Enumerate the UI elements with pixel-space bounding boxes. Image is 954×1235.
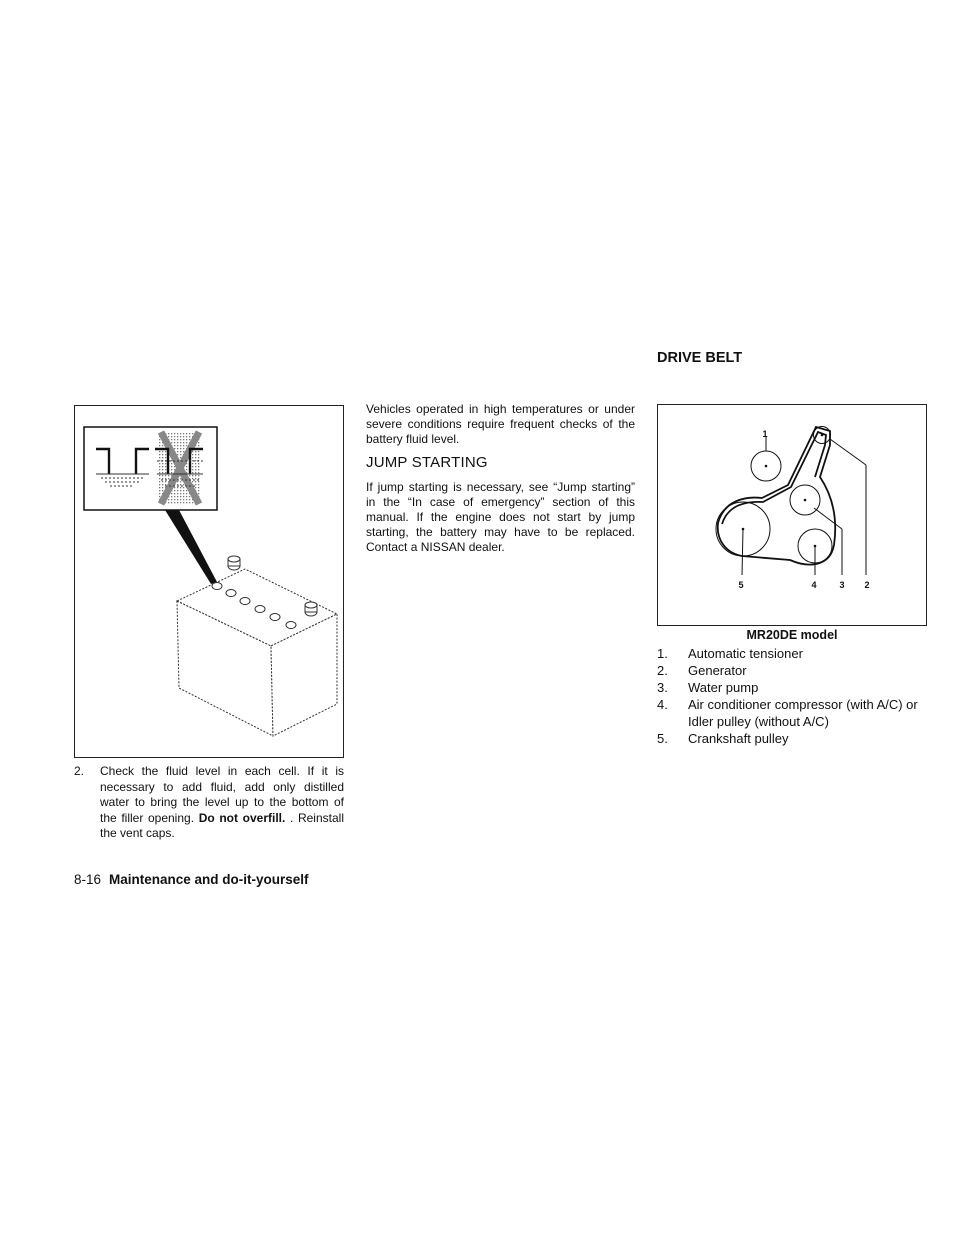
callout-2: 2 [864, 580, 870, 590]
list-item: 1. Automatic tensioner [657, 646, 803, 661]
callout-1: 1 [762, 429, 768, 439]
list-item: 5. Crankshaft pulley [657, 731, 789, 746]
jump-starting-paragraph: If jump starting is necessary, see “Jump starting” in the “In case of emergency” section of this manual. If the engine does not start by jump starting, the battery may have to be replaced. Contact a NISSAN dealer. [366, 480, 635, 554]
battery-fluid-level-illustration [75, 406, 343, 757]
drive-belt-parts-list [657, 645, 927, 747]
battery-figure [74, 405, 344, 758]
pointer-icon [165, 510, 217, 584]
step-2 [74, 764, 344, 842]
drive-belt-heading: DRIVE BELT [657, 350, 743, 366]
page-footer [74, 872, 309, 887]
intro-paragraph: Vehicles operated in high temperatures or under severe conditions require frequent checks of the battery fluid level. [366, 402, 635, 446]
do-not-overfill-warning: Do not overfill. [198, 810, 286, 825]
step-number: 2. [74, 764, 85, 778]
callout-4: 4 [811, 580, 817, 590]
list-item: 4. Air conditioner compressor (with A/C) or Idler pulley (without A/C) [657, 697, 918, 729]
overfilled-level-icon [155, 432, 203, 504]
list-item: 2. Generator [657, 663, 747, 678]
page-number: 8-16 [74, 872, 102, 887]
battery-icon [177, 556, 337, 736]
section-title: Maintenance and do-it-yourself [109, 872, 309, 887]
callout-5: 5 [738, 580, 744, 590]
list-item: 3. Water pump [657, 680, 759, 695]
step-text: Check the fluid level in each cell. If it is necessary to add fluid, add only distilled water to bring the level up to the bottom of the filler opening. Do not overfill. . Reinstall the vent caps. [100, 764, 344, 840]
figure-caption: MR20DE model [746, 628, 838, 642]
drive-belt-figure [657, 404, 927, 626]
jump-starting-heading: JUMP STARTING [366, 454, 488, 471]
callout-3: 3 [839, 580, 845, 590]
drive-belt-diagram [658, 405, 926, 625]
